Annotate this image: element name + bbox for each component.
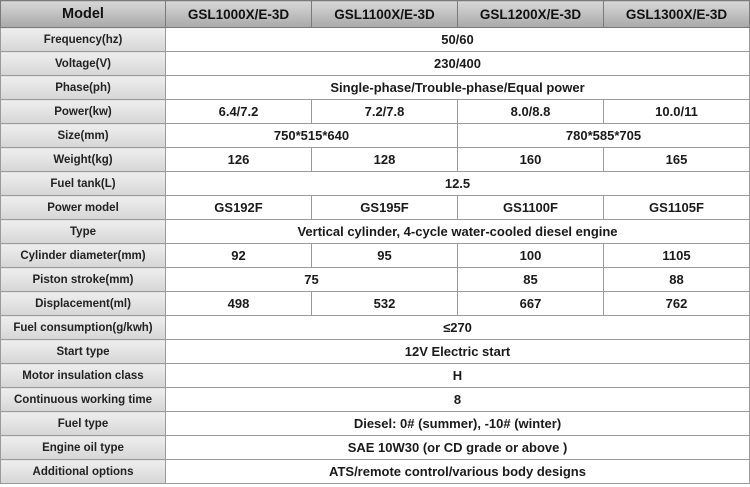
table-row — [1, 148, 750, 172]
row-label: Start type — [1, 340, 166, 364]
row-value: Vertical cylinder, 4-cycle water-cooled diesel engine — [166, 220, 750, 244]
row-value: 532 — [312, 292, 458, 316]
table-row — [1, 292, 750, 316]
model-column-header: Model — [1, 1, 166, 28]
row-value: 10.0/11 — [604, 100, 750, 124]
row-value: 7.2/7.8 — [312, 100, 458, 124]
row-label: Engine oil type — [1, 436, 166, 460]
row-label: Fuel tank(L) — [1, 172, 166, 196]
model-header: GSL1100X/E-3D — [312, 1, 458, 28]
header-row — [1, 1, 750, 28]
row-label: Phase(ph) — [1, 76, 166, 100]
table-row — [1, 220, 750, 244]
row-label: Voltage(V) — [1, 52, 166, 76]
model-header: GSL1200X/E-3D — [458, 1, 604, 28]
row-value: 762 — [604, 292, 750, 316]
row-value: 1105 — [604, 244, 750, 268]
row-value: 128 — [312, 148, 458, 172]
row-value: 95 — [312, 244, 458, 268]
table-row — [1, 244, 750, 268]
row-label: Weight(kg) — [1, 148, 166, 172]
row-value: ≤270 — [166, 316, 750, 340]
table-row — [1, 28, 750, 52]
row-value: 230/400 — [166, 52, 750, 76]
row-label: Piston stroke(mm) — [1, 268, 166, 292]
row-value: 750*515*640 — [166, 124, 458, 148]
row-value: 88 — [604, 268, 750, 292]
row-value: 12.5 — [166, 172, 750, 196]
row-value: 6.4/7.2 — [166, 100, 312, 124]
row-value: GS1105F — [604, 196, 750, 220]
table-row — [1, 196, 750, 220]
row-label: Displacement(ml) — [1, 292, 166, 316]
model-header: GSL1300X/E-3D — [604, 1, 750, 28]
row-label: Motor insulation class — [1, 364, 166, 388]
row-value: 12V Electric start — [166, 340, 750, 364]
row-label: Type — [1, 220, 166, 244]
table-row — [1, 460, 750, 484]
row-value: 165 — [604, 148, 750, 172]
row-label: Fuel consumption(g/kwh) — [1, 316, 166, 340]
row-value: Single-phase/Trouble-phase/Equal power — [166, 76, 750, 100]
row-value: 100 — [458, 244, 604, 268]
table-row — [1, 316, 750, 340]
row-value: GS1100F — [458, 196, 604, 220]
table-row — [1, 100, 750, 124]
row-value: SAE 10W30 (or CD grade or above ) — [166, 436, 750, 460]
row-value: 8.0/8.8 — [458, 100, 604, 124]
row-label: Additional options — [1, 460, 166, 484]
row-value: ATS/remote control/various body designs — [166, 460, 750, 484]
row-label: Power(kw) — [1, 100, 166, 124]
row-value: 85 — [458, 268, 604, 292]
table-row — [1, 268, 750, 292]
row-value: Diesel: 0# (summer), -10# (winter) — [166, 412, 750, 436]
row-value: 8 — [166, 388, 750, 412]
model-header: GSL1000X/E-3D — [166, 1, 312, 28]
row-label: Frequency(hz) — [1, 28, 166, 52]
table-row — [1, 124, 750, 148]
row-label: Cylinder diameter(mm) — [1, 244, 166, 268]
row-value: 160 — [458, 148, 604, 172]
row-value: 667 — [458, 292, 604, 316]
row-value: H — [166, 364, 750, 388]
table-row — [1, 172, 750, 196]
table-row — [1, 76, 750, 100]
row-value: 50/60 — [166, 28, 750, 52]
row-label: Continuous working time — [1, 388, 166, 412]
table-row — [1, 388, 750, 412]
table-row — [1, 412, 750, 436]
row-label: Fuel type — [1, 412, 166, 436]
table-row — [1, 364, 750, 388]
table-row — [1, 436, 750, 460]
row-value: 780*585*705 — [458, 124, 750, 148]
row-value: 75 — [166, 268, 458, 292]
row-value: 498 — [166, 292, 312, 316]
table-row — [1, 52, 750, 76]
table-row — [1, 340, 750, 364]
row-value: 92 — [166, 244, 312, 268]
row-value: GS192F — [166, 196, 312, 220]
row-label: Size(mm) — [1, 124, 166, 148]
row-value: 126 — [166, 148, 312, 172]
row-value: GS195F — [312, 196, 458, 220]
row-label: Power model — [1, 196, 166, 220]
